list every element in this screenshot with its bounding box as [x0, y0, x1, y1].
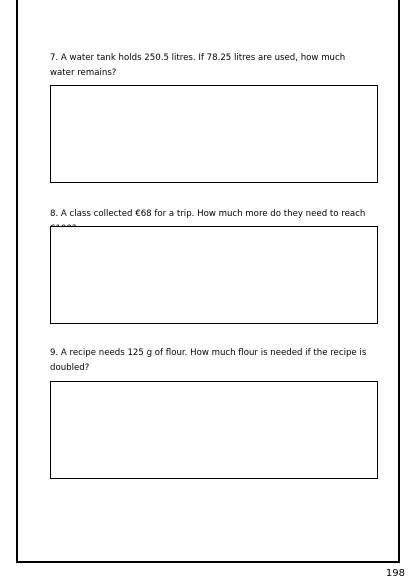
answer-box-question-9[interactable]	[50, 381, 378, 479]
page-number: 198	[385, 568, 405, 579]
question-9-text: 9. A recipe needs 125 g of flour. How much flour is needed if the recipe is doubled?	[50, 348, 367, 373]
question-8-text: 8. A class collected €68 for a trip. How much more do they need to reach	[50, 209, 366, 219]
answer-box-question-7[interactable]	[50, 85, 378, 183]
question-7-text: 7. A water tank holds 250.5 litres. If 78.25 litres are used, how much water remains?	[50, 53, 346, 78]
answer-box-question-8[interactable]	[50, 226, 378, 324]
